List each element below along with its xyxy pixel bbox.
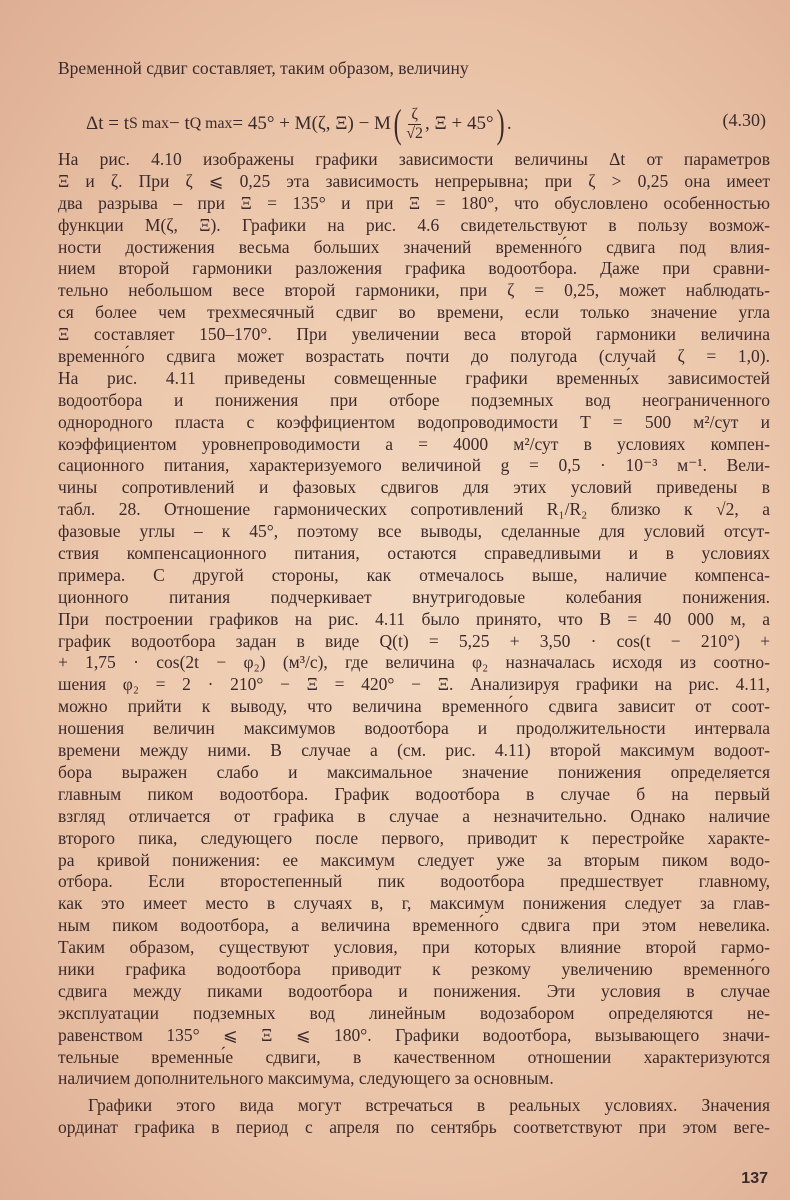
text-line: сационного питания, характеризуемого величиной g = 0,5 · 10⁻³ м⁻¹. Вели- bbox=[58, 455, 770, 476]
text-line: тельно небольшом весе второй гармоники, при ζ = 0,25, может наблюдать- bbox=[58, 280, 770, 301]
text-line: ционного питания подчеркивает внутригодовые колебания понижения. bbox=[58, 586, 770, 607]
formula-minus: − t bbox=[169, 113, 190, 134]
text-line: чины сопротивлений и фазовых сдвигов для этих условий приведены в bbox=[58, 477, 770, 498]
text-line: табл. 28. Отношение гармонических сопротивлений R₁/R₂ близко к √2, а bbox=[58, 499, 770, 520]
text-line: нием второй гармоники разложения графика водоотбора. Даже при сравни- bbox=[58, 258, 770, 279]
text-line: равенством 135° ⩽ Ξ ⩽ 180°. Графики водоотбора, вызывающего значи- bbox=[58, 1024, 770, 1045]
text-line: водоотбора и понижения при отборе подземных вод неограниченного bbox=[58, 389, 770, 410]
text-line: однородного пласта с коэффициентом водопроводимости T = 500 м²/сут и bbox=[58, 411, 770, 432]
text-line: При построении графиков на рис. 4.11 было принято, что B = 40 000 м, а bbox=[58, 608, 770, 629]
intro-text: Временной сдвиг составляет, таким образом, величину bbox=[58, 58, 469, 78]
text-line: второго пика, следующего после первого, приводит к перестройке характе- bbox=[58, 827, 770, 848]
text-line: ординат графика в период с апреля по сентябрь соответствуют при этом веге- bbox=[58, 1117, 770, 1138]
text-line: сдвига между пиками водоотбора и понижения. Эти условия в случае bbox=[58, 980, 770, 1001]
text-line: ношения величин максимумов водоотбора и продолжительности интервала bbox=[58, 718, 770, 739]
text-line: взгляд отличается от графика в случае a незначительно. Однако наличие bbox=[58, 805, 770, 826]
text-line: тельные временны́е сдвиги, в качественном отношении характеризуются bbox=[58, 1046, 770, 1067]
text-line: ным пиком водоотбора, а величина временно́го сдвига при этом невелика. bbox=[58, 915, 770, 936]
fraction-numerator: ζ bbox=[408, 106, 421, 125]
text-line: На рис. 4.10 изображены графики зависимости величины Δt от параметров bbox=[58, 149, 770, 169]
text-line: коэффициентом уровнепроводимости a = 4000 м²/сут в условиях компен- bbox=[58, 433, 770, 454]
text-line: Ξ составляет 150–170°. При увеличении веса второй гармоники величина bbox=[58, 324, 770, 345]
text-line: ра кривой понижения: ее максимум следует уже за вторым пиком водо- bbox=[58, 849, 770, 870]
formula-sub-q: Q max bbox=[189, 115, 233, 132]
equation-4-30 bbox=[86, 96, 766, 152]
text-line: Графики этого вида могут встречаться в реальных условиях. Значения bbox=[88, 1095, 770, 1116]
text-line: график водоотбора задан в виде Q(t) = 5,25 + 3,50 · cos(t − 210°) + bbox=[58, 630, 770, 651]
text-line: ся более чем трехмесячный сдвиг во времени, если только значение угла bbox=[58, 302, 770, 323]
body-text bbox=[58, 149, 770, 1139]
text-line: примера. С другой стороны, как отмечалось выше, наличие компенса- bbox=[58, 564, 770, 585]
text-line: главным пиком водоотбора. График водоотбора в случае б на первый bbox=[58, 783, 770, 804]
formula-mid: = 45° + M(ζ, Ξ) − M bbox=[232, 113, 391, 134]
formula-lhs: Δt = t bbox=[86, 113, 129, 134]
text-line: + 1,75 · cos(2t − φ₂) (м³/с), где величина φ₂ назначалась исходя из соотно- bbox=[58, 652, 770, 673]
text-line: временно́го сдвига может возрастать почти до полугода (случай ζ = 1,0). bbox=[58, 346, 770, 367]
text-line: Ξ и ζ. При ζ ⩽ 0,25 эта зависимость непрерывна; при ζ > 0,25 она имеет bbox=[58, 170, 770, 191]
text-line: фазовые углы – к 45°, поэтому все выводы, сделанные для условий отсут- bbox=[58, 521, 770, 542]
text-line: отбора. Если второстепенный пик водоотбора предшествует главному, bbox=[58, 871, 770, 892]
formula-tail: , Ξ + 45° bbox=[425, 113, 494, 134]
formula-end: . bbox=[506, 113, 512, 134]
fraction-denominator: √2 bbox=[406, 124, 424, 142]
text-line: времени между ними. В случае a (см. рис. 4.11) второй максимум водоот- bbox=[58, 740, 770, 761]
text-line: Таким образом, существуют условия, при которых влияние второй гармо- bbox=[58, 937, 770, 958]
text-line: ствия компенсационного питания, остаются справедливыми и в условиях bbox=[58, 543, 770, 564]
text-line: ники графика водоотбора приводит к резкому увеличению временно́го bbox=[58, 958, 770, 979]
text-line: как это имеет место в случаях в, г, максимум понижения следует за глав- bbox=[58, 893, 770, 914]
text-line: функции M(ζ, Ξ). Графики на рис. 4.6 свидетельствуют в пользу возмож- bbox=[58, 214, 770, 235]
page-number: 137 bbox=[741, 1170, 768, 1187]
formula-sub-s: S max bbox=[129, 115, 170, 132]
text-line: наличием дополнительного максимума, следующего за основным. bbox=[58, 1068, 554, 1089]
fraction bbox=[406, 106, 423, 143]
text-line: два разрыва – при Ξ = 135° и при Ξ = 180°, что обусловлено особенностью bbox=[58, 192, 770, 213]
right-paren: ) bbox=[496, 101, 505, 146]
text-line: ности достижения весьма больших значений временно́го сдвига под влия- bbox=[58, 236, 770, 257]
text-line: шения φ₂ = 2 · 210° − Ξ = 420° − Ξ. Анализируя графики на рис. 4.11, bbox=[58, 674, 770, 695]
text-line: эксплуатации подземных вод линейным водозабором определяются не- bbox=[58, 1002, 770, 1023]
left-paren: ( bbox=[393, 101, 402, 146]
equation-number: (4.30) bbox=[722, 110, 766, 130]
text-line: На рис. 4.11 приведены совмещенные графики временны́х зависимостей bbox=[58, 367, 770, 388]
text-line: можно прийти к выводу, что величина временно́го сдвига зависит от соот- bbox=[58, 696, 770, 717]
text-line: бора выражен слабо и максимальное значение понижения определяется bbox=[58, 761, 770, 782]
